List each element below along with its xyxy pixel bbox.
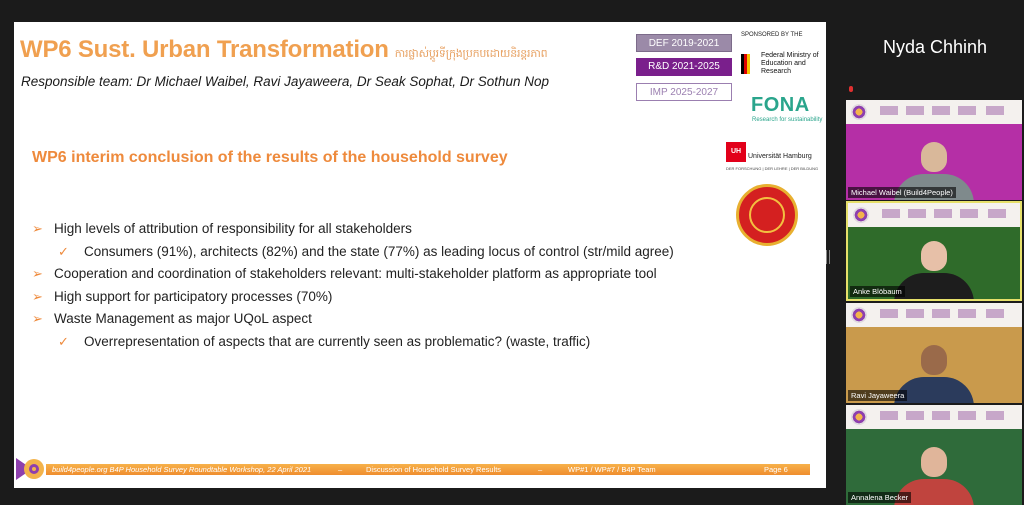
- mic-muted-icon: [848, 86, 854, 95]
- check-bullet-icon: ✓: [58, 243, 69, 259]
- uhh-name: Universität Hamburg: [748, 153, 812, 160]
- uhh-box: UH: [726, 142, 746, 162]
- check-bullet-icon: ✓: [58, 333, 69, 349]
- bmbf-logo: [741, 52, 825, 80]
- slide-header-strip: [846, 303, 1022, 327]
- presenter-name: Nyda Chhinh: [882, 37, 988, 57]
- bullet-text: Consumers (91%), architects (82%) and the state (77%) as leading locus of control (str/mild agree): [84, 243, 674, 259]
- footer-page: Page 6: [764, 465, 788, 474]
- mouse-cursor-icon: [158, 22, 163, 28]
- shared-slide: [14, 22, 826, 488]
- participant-name-label: Anke Blöbaum: [850, 286, 905, 297]
- sponsor-name: Federal Ministry of Education and Research: [761, 52, 819, 75]
- arrow-bullet-icon: ➢: [32, 288, 43, 304]
- participant-name-label: Ravi Jayaweera: [848, 390, 907, 401]
- phase-def: DEF 2019-2021: [636, 34, 732, 52]
- slide-header-strip: [846, 100, 1022, 124]
- slide-header-strip: [848, 203, 1020, 227]
- participant-name-label: Michael Waibel (Build4People): [848, 187, 956, 198]
- slide-header-strip: [846, 405, 1022, 429]
- slide-title-khmer: ការផ្លាស់ប្តូរទីក្រុងប្រកបដោយនិរន្តរភាព: [394, 48, 548, 60]
- responsible-team: Responsible team: Dr Michael Waibel, Ravi Jayaweera, Dr Seak Sophat, Dr Sothun Nop: [21, 74, 549, 89]
- participant-video: [894, 241, 974, 299]
- participant-name-label: Annalena Becker: [848, 492, 911, 503]
- bullet-text: High support for participatory processes (70%): [54, 288, 333, 304]
- phase-rd: R&D 2021-2025: [636, 58, 732, 76]
- sponsored-by-label: SPONSORED BY THE: [741, 32, 803, 38]
- video-tile-participant[interactable]: [846, 100, 1022, 200]
- bullet-text: Cooperation and coordination of stakeholders relevant: multi-stakeholder platform as appropriate tool: [54, 266, 657, 281]
- rua-seal-icon: [736, 184, 798, 246]
- footer-org: build4people.org B4P Household Survey Roundtable Workshop, 22 April 2021: [52, 465, 312, 474]
- video-tile-participant[interactable]: [846, 201, 1022, 301]
- uhh-motto: DER FORSCHUNG | DER LEHRE | DER BILDUNG: [726, 166, 819, 171]
- arrow-bullet-icon: ➢: [32, 311, 43, 326]
- bullet-text: High levels of attribution of responsibility for all stakeholders: [54, 221, 412, 236]
- video-tile-participant[interactable]: [846, 405, 1022, 505]
- footer-wps: WP#1 / WP#7 / B4P Team: [568, 465, 656, 474]
- footer-separator: –: [338, 465, 343, 474]
- german-flag-icon: [741, 54, 755, 74]
- bullet-text: Waste Management as major UQoL aspect: [54, 311, 312, 326]
- arrow-bullet-icon: ➢: [32, 221, 43, 236]
- b4p-logo-icon: [16, 456, 46, 482]
- slide-subheading: WP6 interim conclusion of the results of the household survey: [32, 149, 508, 166]
- bullet-text: Overrepresentation of aspects that are currently seen as problematic? (waste, traffic): [84, 333, 591, 349]
- footer-separator: –: [538, 465, 543, 474]
- arrow-bullet-icon: ➢: [32, 266, 43, 281]
- fona-logo: FONA: [751, 94, 810, 116]
- fona-subtitle: Research for sustainability: [752, 117, 823, 123]
- uhh-logo: [726, 142, 818, 176]
- slide-title: [20, 36, 547, 64]
- split-resize-handle[interactable]: [826, 250, 830, 264]
- footer-topic: Discussion of Household Survey Results: [366, 465, 502, 474]
- video-tile-participant[interactable]: [846, 303, 1022, 403]
- phase-imp: IMP 2025-2027: [636, 83, 732, 101]
- slide-title-text: WP6 Sust. Urban Transformation: [20, 36, 389, 63]
